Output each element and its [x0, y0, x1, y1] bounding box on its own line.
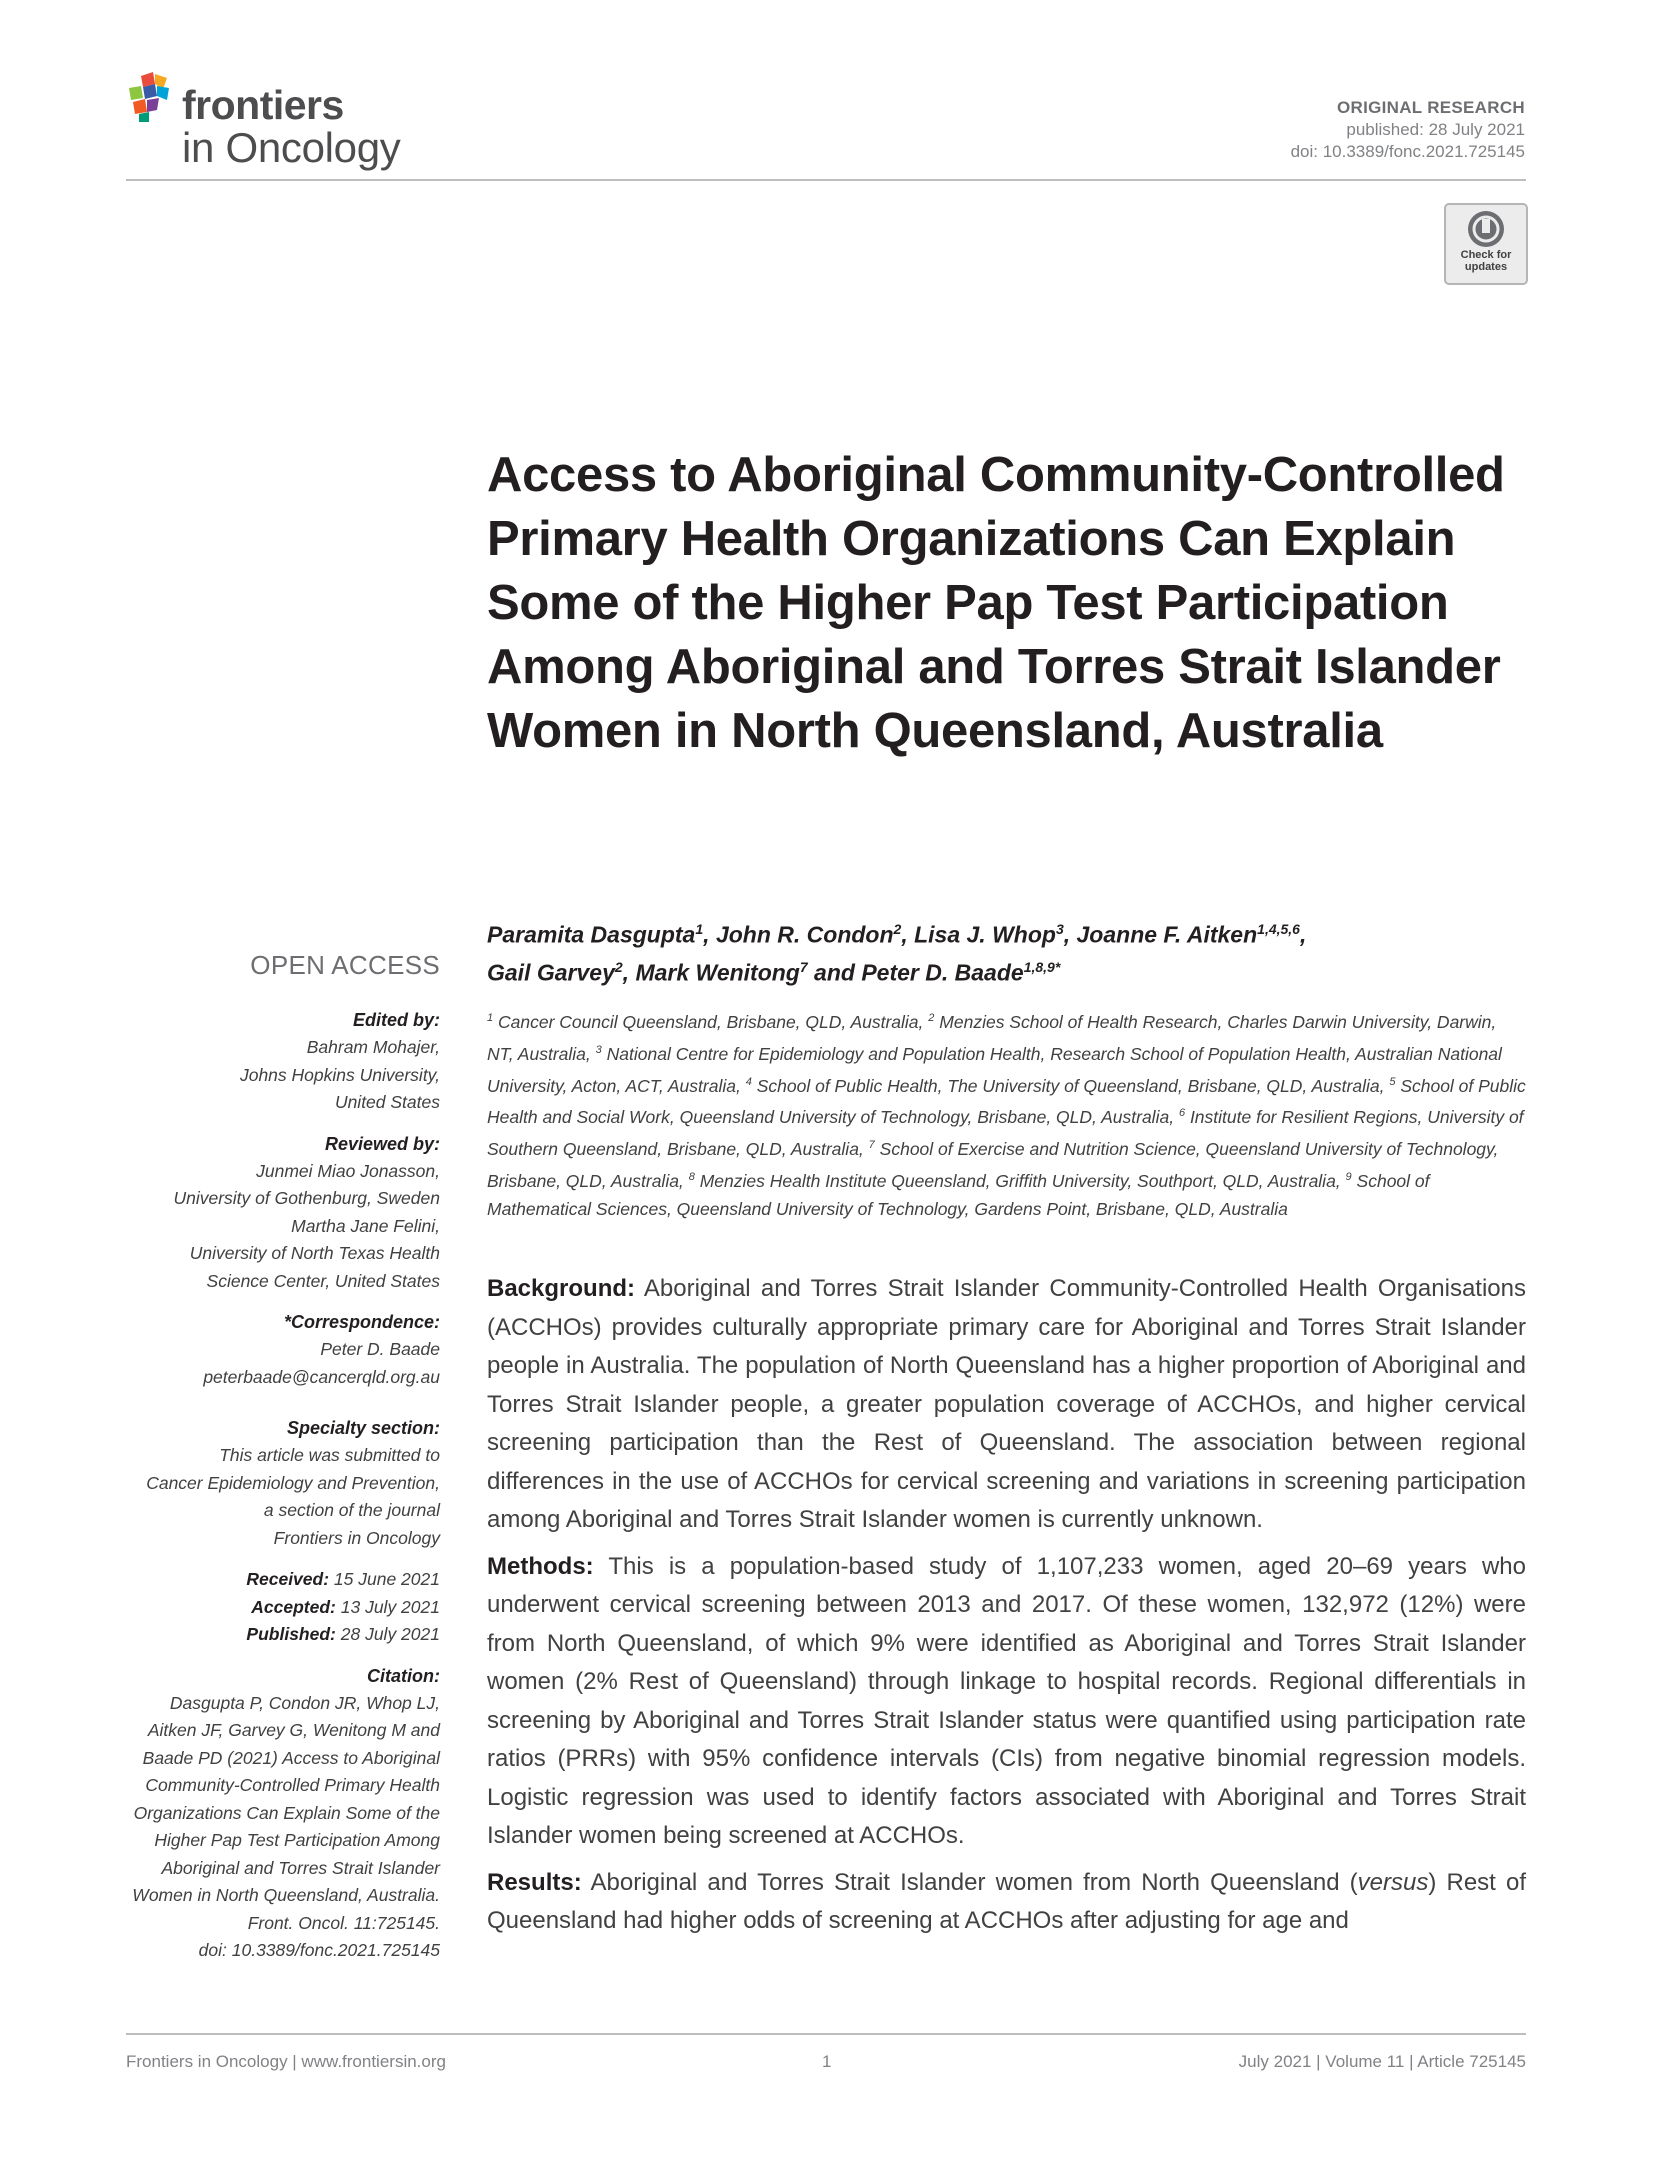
author-affiliation-ref: 1,4,5,6: [1257, 921, 1300, 937]
reviewer-line: Junmei Miao Jonasson,: [256, 1160, 440, 1181]
received-date: [126, 1566, 440, 1594]
abstract-methods: [487, 1548, 1526, 1856]
update-bookmark-icon: [1468, 211, 1504, 247]
journal-name: in Oncology: [182, 124, 401, 171]
published-date: published: 28 July 2021: [1346, 120, 1525, 139]
published-label: Published:: [246, 1624, 336, 1644]
check-for-updates-label1: Check for: [1460, 249, 1512, 261]
affiliation-text: Menzies School of Health Research, Charles Darwin University, Darwin, NT, Australia,: [487, 1011, 1497, 1064]
article-title: Access to Aboriginal Community-Controlled Primary Health Organizations Can Explain Some of the Higher Pap Test Participation Among Aboriginal and Torres Strait Islander Women in North Queensland, Australia: [487, 448, 1505, 758]
author-name[interactable]: Peter D. Baade: [861, 959, 1024, 986]
affiliation-text: Menzies Health Institute Queensland, Griffith University, Southport, QLD, Australia,: [699, 1170, 1341, 1191]
correspondence-name: Peter D. Baade: [320, 1339, 440, 1359]
specialty-line: This article was submitted to: [219, 1445, 440, 1465]
affiliation-number: 7: [868, 1139, 875, 1152]
correspondence-email[interactable]: peterbaade@cancerqld.org.au: [203, 1366, 440, 1387]
methods-heading: Methods:: [487, 1552, 594, 1580]
reviewer-line: University of Gothenburg, Sweden: [173, 1188, 440, 1208]
affiliation-text: National Centre for Epidemiology and Population Health, Research School of Population Health, Australian National University, Acton, ACT, Australia,: [487, 1043, 1502, 1096]
reviewer-line: University of North Texas Health: [189, 1243, 440, 1263]
author-list: Paramita Dasgupta$^1$, John R. Condon$^2$, Lisa J. Whop$^3$, Joanne F. Aitken$^{1,4,5,6}$, Gail Garvey$^2$, Mark Wenitong$^7$ and Peter D. Baade$^{1,8,9*}$: [487, 921, 1307, 986]
doi[interactable]: doi: 10.3389/fonc.2021.725145: [1290, 142, 1525, 161]
author-affiliation-ref: 3: [1055, 921, 1064, 937]
author-name[interactable]: John R. Condon: [715, 921, 894, 948]
article-type: ORIGINAL RESEARCH: [1336, 98, 1525, 117]
background-heading: Background:: [487, 1275, 636, 1302]
affiliation-text: School of Public Health, The University of Queensland, Brisbane, QLD, Australia,: [756, 1075, 1385, 1096]
citation-line: Aboriginal and Torres Strait Islander: [161, 1857, 440, 1878]
reviewed-by-heading: Reviewed by:: [324, 1133, 440, 1154]
affiliation-number: 5: [1389, 1075, 1396, 1088]
citation-line: Dasgupta P, Condon JR, Whop LJ,: [169, 1692, 440, 1713]
affiliation-number: 2: [928, 1012, 935, 1024]
reviewer-line: Martha Jane Felini,: [291, 1215, 440, 1236]
abstract-results: [487, 1864, 1526, 1941]
citation-line: Aitken JF, Garvey G, Wenitong M and: [147, 1720, 440, 1740]
page-number: 1: [822, 2052, 832, 2071]
citation-doi[interactable]: doi: 10.3389/fonc.2021.725145: [198, 1940, 440, 1960]
affiliation-number: 1: [487, 1012, 494, 1024]
author-affiliation-ref: 1: [695, 921, 704, 937]
author-name[interactable]: Joanne F. Aitken: [1076, 921, 1258, 948]
received-label: Received:: [246, 1569, 330, 1589]
specialty-line: Cancer Epidemiology and Prevention,: [146, 1472, 440, 1493]
citation-heading: Citation:: [367, 1665, 440, 1686]
affiliation-text: School of Exercise and Nutrition Science, Queensland University of Technology, Brisbane, QLD, Australia,: [487, 1139, 1499, 1191]
affiliation-number: 9: [1345, 1171, 1352, 1184]
affiliation-text: Cancer Council Queensland, Brisbane, QLD, Australia,: [498, 1011, 924, 1032]
specialty-heading: Specialty section:: [286, 1418, 440, 1438]
results-heading: Results:: [487, 1868, 582, 1896]
author-affiliation-ref: 2: [893, 921, 902, 937]
affiliation-number: 8: [688, 1171, 695, 1184]
abstract: [487, 1270, 1526, 1949]
article-sidebar: [126, 950, 440, 1965]
affiliation-text: Institute for Resilient Regions, University of Southern Queensland, Brisbane, QLD, Australia,: [487, 1107, 1524, 1160]
author-name[interactable]: Paramita Dasgupta: [487, 921, 696, 948]
citation-line: Organizations Can Explain Some of the: [133, 1802, 440, 1823]
received-value: 15 June 2021: [333, 1569, 440, 1589]
footer-issue-info: July 2021 | Volume 11 | Article 725145: [1238, 2052, 1526, 2071]
open-access-label: OPEN ACCESS: [250, 950, 440, 980]
edited-by-heading: Edited by:: [352, 1010, 440, 1030]
affiliation-number: 4: [745, 1075, 752, 1088]
footer-divider: [126, 2033, 1526, 2035]
author-name[interactable]: Lisa J. Whop: [914, 921, 1056, 948]
editor-line: Johns Hopkins University,: [239, 1064, 440, 1085]
affiliation-number: 6: [1178, 1107, 1186, 1120]
specialty-line: a section of the journal: [263, 1500, 440, 1520]
affiliations: [487, 1004, 1527, 1223]
check-for-updates-button[interactable]: [1444, 203, 1528, 285]
accepted-date: [126, 1594, 440, 1622]
background-text: Aboriginal and Torres Strait Islander Community-Controlled Health Organisations (ACCHOs) provides culturally appropriate primary care for Aboriginal and Torres Strait Islander people in Australia. The population of North Queensland has a higher proportion of Aboriginal and Torres Strait Islander people, a greater population coverage of ACCHOs, and higher cervical screening participation than the Rest of Queensland. The association between regional differences in the use of ACCHOs for cervical screening and variations in screening participation among Aboriginal and Torres Strait Islander women is currently unknown.: [487, 1275, 1527, 1533]
citation-line: Higher Pap Test Participation Among: [154, 1830, 440, 1850]
affiliation-number: 3: [595, 1043, 602, 1056]
author-affiliation-ref: 2: [614, 958, 623, 975]
footer-journal-link[interactable]: Frontiers in Oncology | www.frontiersin.org: [126, 2052, 446, 2071]
author-affiliation-ref: 1,8,9*: [1023, 958, 1061, 975]
author-name[interactable]: Mark Wenitong: [635, 959, 800, 986]
published-value: 28 July 2021: [340, 1624, 440, 1644]
author-name[interactable]: Gail Garvey: [487, 959, 615, 986]
editor-line: Bahram Mohajer,: [306, 1037, 440, 1057]
citation-line: Front. Oncol. 11:725145.: [247, 1912, 440, 1933]
check-for-updates-label2: updates: [1464, 261, 1508, 273]
article-header-meta: [1291, 97, 1525, 163]
frontiers-logo-icon: [127, 72, 175, 124]
affiliation-text: School of Public Health and Social Work, Queensland University of Technology, Brisbane, QLD, Australia,: [487, 1075, 1526, 1128]
editor-line: United States: [334, 1092, 440, 1112]
results-text-post: ) Rest of Queensland had higher odds of screening at ACCHOs after adjusting for age and: [487, 1868, 1526, 1934]
correspondence-heading: *Correspondence:: [283, 1312, 440, 1332]
journal-brand: frontiers: [182, 82, 344, 128]
header-divider: [126, 179, 1526, 181]
specialty-line: Frontiers in Oncology: [273, 1527, 440, 1548]
citation-line: Women in North Queensland, Australia.: [132, 1885, 440, 1905]
author-affiliation-ref: 7: [799, 958, 808, 975]
journal-logo: [127, 70, 427, 180]
citation-line: Community-Controlled Primary Health: [145, 1775, 440, 1795]
accepted-value: 13 July 2021: [340, 1596, 440, 1617]
results-text-pre: Aboriginal and Torres Strait Islander women from North Queensland (: [590, 1868, 1358, 1896]
abstract-background: [487, 1270, 1526, 1540]
accepted-label: Accepted:: [251, 1596, 336, 1617]
methods-text: This is a population-based study of 1,107,233 women, aged 20–69 years who underwent cervical screening between 2013 and 2017. Of these women, 132,972 (12%) were from North Queensland, of which 9% were identified as Aboriginal and Torres Strait Islander women (2% Rest of Queensland) through linkage to hospital records. Regional differentials in screening by Aboriginal and Torres Strait Islander status were quantified using participation rate ratios (PRRs) with 95% confidence intervals (CIs) from negative binomial regression models. Logistic regression was used to identify factors associated with Aboriginal and Torres Strait Islander women being screened at ACCHOs.: [487, 1552, 1527, 1849]
citation-line: Baade PD (2021) Access to Aboriginal: [142, 1747, 440, 1768]
published-date-sidebar: [126, 1621, 440, 1649]
results-text-versus: versus: [1357, 1868, 1429, 1896]
reviewer-line: Science Center, United States: [206, 1270, 440, 1291]
affiliation-text: School of Mathematical Sciences, Queensland University of Technology, Gardens Point, Brisbane, QLD, Australia: [487, 1170, 1430, 1219]
